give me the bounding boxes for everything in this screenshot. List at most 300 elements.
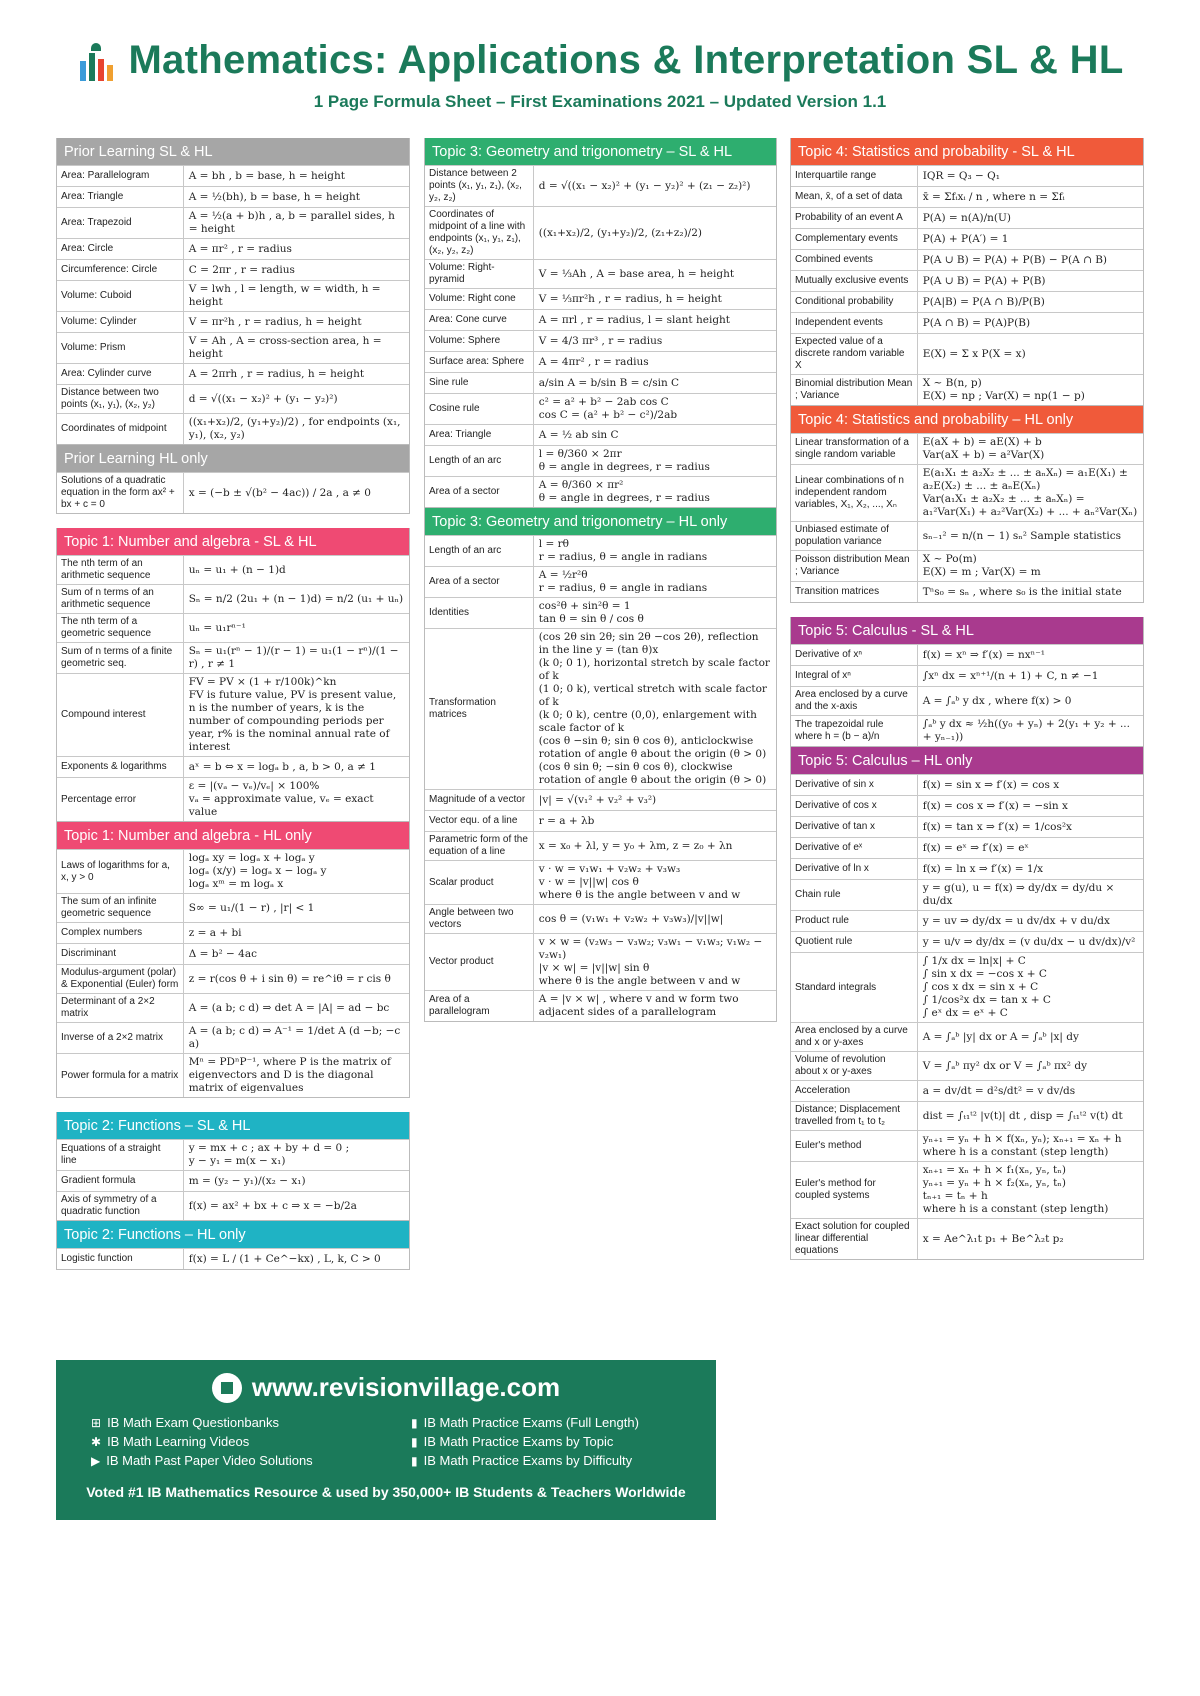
formula-label: Volume: Cylinder <box>57 312 184 332</box>
formula-expression: v · w = v₁w₁ + v₂w₂ + v₃w₃ v · w = |v||w| cos θ where θ is the angle between v and w <box>538 863 741 901</box>
formula-expression: ((x₁+x₂)/2, (y₁+y₂)/2) , for endpoints (x₁, y₁), (x₂, y₂) <box>188 416 401 441</box>
formula-label: Derivative of sin x <box>791 775 918 795</box>
file-icon: ▮ <box>411 1434 418 1449</box>
formula-expression: V = ⅓πr²h , r = radius, h = height <box>538 292 722 305</box>
formula-label: The nth term of an arithmetic sequence <box>57 556 184 584</box>
formula-expression: FV = PV × (1 + r/100k)^kn FV is future value, PV is present value, n is the number of years, k is the number of compounding periods per year, r% is the nominal annual rate of interest <box>188 676 397 753</box>
formula-expression: A = (a b; c d) ⇒ A⁻¹ = 1/det A (d −b; −c a) <box>188 1025 401 1050</box>
formula-label: Area: Cone curve <box>425 310 534 330</box>
formula-expression: A = πrl , r = radius, l = slant height <box>538 313 731 326</box>
formula-section <box>424 138 777 508</box>
formula-row <box>57 893 409 922</box>
promo-link[interactable] <box>91 1415 411 1430</box>
formula-expression: r = a + λb <box>538 814 595 827</box>
formula-row <box>57 943 409 964</box>
formula-label: Volume: Sphere <box>425 331 534 351</box>
formula-expression: A = bh , b = base, h = height <box>188 169 345 182</box>
formula-row <box>791 910 1143 931</box>
formula-row <box>57 964 409 993</box>
formula-row <box>57 1139 409 1170</box>
formula-label: Volume: Right-pyramid <box>425 260 534 288</box>
formula-label: Volume: Cuboid <box>57 281 184 311</box>
formula-row <box>791 931 1143 952</box>
section-header: Prior Learning HL only <box>57 445 409 472</box>
formula-expression: Tⁿs₀ = sₙ , where s₀ is the initial state <box>922 585 1122 598</box>
formula-row <box>425 860 776 904</box>
formula-expression: P(A ∪ B) = P(A) + P(B) <box>922 274 1046 287</box>
formula-row <box>57 756 409 777</box>
formula-expression: f(x) = ax² + bx + c ⇒ x = −b/2a <box>188 1199 357 1212</box>
formula-row <box>425 566 776 597</box>
formula-expression: f(x) = cos x ⇒ f′(x) = −sin x <box>922 799 1068 812</box>
promo-link-text: IB Math Learning Videos <box>107 1434 250 1449</box>
formula-row <box>791 858 1143 879</box>
formula-label: Length of an arc <box>425 446 534 476</box>
formula-expression: sₙ₋₁² = n/(n − 1) sₙ² Sample statistics <box>922 529 1122 542</box>
page-title <box>76 38 1123 83</box>
formula-row <box>791 1161 1143 1218</box>
formula-expression: V = πr²h , r = radius, h = height <box>188 315 362 328</box>
formula-label: Transformation matrices <box>425 629 534 789</box>
formula-label: Equations of a straight line <box>57 1140 184 1170</box>
formula-label: Area enclosed by a curve and the x-axis <box>791 687 918 715</box>
formula-row <box>57 280 409 311</box>
formula-expression: E(X) = Σ x P(X = x) <box>922 347 1026 360</box>
formula-row <box>425 206 776 259</box>
formula-label: Identities <box>425 598 534 628</box>
formula-row <box>791 1022 1143 1051</box>
formula-expression: x = Ae^λ₁t p₁ + Be^λ₂t p₂ <box>922 1232 1064 1245</box>
formula-expression: E(a₁X₁ ± a₂X₂ ± ... ± aₙXₙ) = a₁E(X₁) ± a₂E(X₂) ± ... ± aₙE(Xₙ) Var(a₁X₁ ± a₂X₂ ± ... ± aₙXₙ) = a₁²Var(X₁) + a₂²Var(X₂) + ... + aₙ²Var(Xₙ) <box>922 467 1138 518</box>
formula-row <box>791 715 1143 746</box>
formula-expression: y = mx + c ; ax + by + d = 0 ; y − y₁ = m(x − x₁) <box>188 1142 350 1167</box>
formula-expression: A = |v × w| , where v and w form two adjacent sides of a parallelogram <box>538 993 739 1018</box>
formula-expression: Mⁿ = PDⁿP⁻¹, where P is the matrix of eigenvectors and D is the diagonal matrix of eigenvalues <box>188 1056 391 1094</box>
section-header: Prior Learning SL & HL <box>57 138 409 165</box>
formula-expression: yₙ₊₁ = yₙ + h × f(xₙ, yₙ); xₙ₊₁ = xₙ + h where h is a constant (step length) <box>922 1133 1122 1158</box>
gear-icon: ✱ <box>91 1434 102 1449</box>
formula-expression: A = ∫ₐᵇ |y| dx or A = ∫ₐᵇ |x| dy <box>922 1030 1079 1043</box>
formula-expression: f(x) = L / (1 + Ce^−kx) , L, k, C > 0 <box>188 1252 381 1265</box>
formula-row <box>425 309 776 330</box>
formula-expression: z = r(cos θ + i sin θ) = re^iθ = r cis θ <box>188 972 391 985</box>
formula-label: Area of a sector <box>425 567 534 597</box>
formula-expression: V = lwh , l = length, w = width, h = height <box>188 283 381 308</box>
formula-label: Compound interest <box>57 674 184 756</box>
formula-expression: uₙ = u₁rⁿ⁻¹ <box>188 621 246 634</box>
formula-row <box>425 535 776 566</box>
formula-expression: f(x) = tan x ⇒ f′(x) = 1/cos²x <box>922 820 1072 833</box>
formula-section <box>790 406 1144 603</box>
formula-row <box>791 581 1143 602</box>
section-header: Topic 1: Number and algebra - HL only <box>57 822 409 849</box>
formula-label: Derivative of cos x <box>791 796 918 816</box>
formula-row <box>57 1191 409 1220</box>
formula-expression: (cos 2θ sin 2θ; sin 2θ −cos 2θ), reflection in the line y = (tan θ)x (k 0; 0 1), horizontal stretch by scale factor of k (1 0; 0 k), vertical stretch with scale factor of k (k 0; 0 k), centre (0,0), enlargement with scale factor of k (cos θ −sin θ; sin θ cos θ), anticlockwise rotation of angle θ about the origin (θ > 0) (cos θ sin θ; −sin θ cos θ), clockwise rotation of angle θ about the origin (θ > 0) <box>538 631 770 786</box>
formula-row <box>57 1022 409 1053</box>
formula-row <box>425 351 776 372</box>
formula-expression: V = ⅓Ah , A = base area, h = height <box>538 267 735 280</box>
formula-row <box>791 816 1143 837</box>
formula-expression: x̄ = Σfᵢxᵢ / n , where n = Σfᵢ <box>922 190 1065 203</box>
promo-link[interactable] <box>91 1434 411 1449</box>
formula-label: Area: Triangle <box>425 425 534 445</box>
formula-row <box>57 238 409 259</box>
formula-expression: ε = |(vₐ − vₑ)/vₑ| × 100% vₐ = approximate value, vₑ = exact value <box>188 780 374 818</box>
formula-label: Sine rule <box>425 373 534 393</box>
formula-label: Conditional probability <box>791 292 918 312</box>
formula-expression: E(aX + b) = aE(X) + b Var(aX + b) = a²Var(X) <box>922 436 1045 461</box>
formula-expression: A = πr² , r = radius <box>188 242 292 255</box>
formula-row <box>791 374 1143 405</box>
formula-expression: IQR = Q₃ − Q₁ <box>922 169 1000 182</box>
formula-section <box>790 138 1144 406</box>
section-header: Topic 2: Functions – HL only <box>57 1221 409 1248</box>
formula-label: Distance between 2 points (x₁, y₁, z₁), (x₂, y₂, z₂) <box>425 166 534 206</box>
formula-row <box>57 332 409 363</box>
formula-expression: A = θ/360 × πr² θ = angle in degrees, r = radius <box>538 479 710 504</box>
formula-expression: d = √((x₁ − x₂)² + (y₁ − y₂)² + (z₁ − z₂)²) <box>538 179 751 192</box>
formula-label: Area: Triangle <box>57 187 184 207</box>
formula-expression: uₙ = u₁ + (n − 1)d <box>188 563 286 576</box>
formula-row <box>57 922 409 943</box>
formula-label: Vector product <box>425 934 534 990</box>
formula-label: Exact solution for coupled linear differential equations <box>791 1219 918 1259</box>
formula-label: Derivative of tan x <box>791 817 918 837</box>
formula-label: Modulus-argument (polar) & Exponential (Euler) form <box>57 965 184 993</box>
formula-expression: a/sin A = b/sin B = c/sin C <box>538 376 680 389</box>
vote-text: Voted #1 IB Mathematics Resource & used by 350,000+ IB Students & Teachers Worldwide <box>86 1484 686 1500</box>
formula-label: Area: Trapezoid <box>57 208 184 238</box>
formula-expression: X ~ Po(m) E(X) = m ; Var(X) = m <box>922 553 1041 578</box>
formula-label: Mutually exclusive events <box>791 271 918 291</box>
formula-row <box>791 837 1143 858</box>
formula-row <box>425 789 776 810</box>
promo-link[interactable] <box>411 1415 691 1430</box>
formula-row <box>791 433 1143 464</box>
formula-row <box>425 288 776 309</box>
file-icon: ▮ <box>411 1415 418 1430</box>
formula-row <box>57 1053 409 1097</box>
formula-label: The nth term of a geometric sequence <box>57 614 184 642</box>
formula-row <box>791 1051 1143 1080</box>
formula-label: Volume: Prism <box>57 333 184 363</box>
formula-row <box>425 990 776 1021</box>
formula-label: Derivative of xⁿ <box>791 645 918 665</box>
formula-label: Integral of xⁿ <box>791 666 918 686</box>
formula-row <box>57 777 409 821</box>
formula-label: Binomial distribution Mean ; Variance <box>791 375 918 405</box>
formula-label: Euler's method <box>791 1131 918 1161</box>
formula-expression: V = 4/3 πr³ , r = radius <box>538 334 663 347</box>
formula-expression: Δ = b² − 4ac <box>188 947 257 960</box>
formula-label: Inverse of a 2×2 matrix <box>57 1023 184 1053</box>
formula-section <box>56 528 410 822</box>
formula-expression: y = uv ⇒ dy/dx = u dv/dx + v du/dx <box>922 914 1110 927</box>
formula-label: Coordinates of midpoint <box>57 414 184 444</box>
formula-row <box>57 413 409 444</box>
formula-label: Distance between two points (x₁, y₁), (x₂, y₂) <box>57 385 184 413</box>
formula-label: Length of an arc <box>425 536 534 566</box>
formula-row <box>791 186 1143 207</box>
formula-label: Axis of symmetry of a quadratic function <box>57 1192 184 1220</box>
formula-row <box>57 642 409 673</box>
formula-expression: c² = a² + b² − 2ab cos C cos C = (a² + b² − c²)/2ab <box>538 396 678 421</box>
title-text: Mathematics: Applications & Interpretation SL & HL <box>128 38 1124 82</box>
section-header: Topic 3: Geometry and trigonometry – HL only <box>425 508 776 535</box>
formula-row <box>425 259 776 288</box>
formula-expression: y = g(u), u = f(x) ⇒ dy/dx = dy/du × du/dx <box>922 882 1115 907</box>
formula-row <box>791 270 1143 291</box>
formula-expression: P(A|B) = P(A ∩ B)/P(B) <box>922 295 1045 308</box>
formula-label: Determinant of a 2×2 matrix <box>57 994 184 1022</box>
formula-expression: cos²θ + sin²θ = 1 tan θ = sin θ / cos θ <box>538 600 644 625</box>
formula-row <box>57 673 409 756</box>
formula-expression: l = rθ r = radius, θ = angle in radians <box>538 538 708 563</box>
formula-expression: f(x) = xⁿ ⇒ f′(x) = nxⁿ⁻¹ <box>922 648 1045 661</box>
formula-section <box>56 1221 410 1270</box>
formula-label: Circumference: Circle <box>57 260 184 280</box>
formula-row <box>57 384 409 413</box>
formula-expression: A = ½ ab sin C <box>538 428 619 441</box>
formula-row <box>425 933 776 990</box>
formula-section <box>56 822 410 1098</box>
formula-row <box>425 372 776 393</box>
formula-expression: A = ∫ₐᵇ y dx , where f(x) > 0 <box>922 694 1072 707</box>
formula-expression: d = √((x₁ − x₂)² + (y₁ − y₂)²) <box>188 392 338 405</box>
formula-label: Laws of logarithms for a, x, y > 0 <box>57 850 184 893</box>
formula-label: Area of a parallelogram <box>425 991 534 1021</box>
formula-section <box>56 445 410 514</box>
formula-row <box>57 207 409 238</box>
formula-expression: |v| = √(v₁² + v₂² + v₃²) <box>538 793 657 806</box>
formula-label: Chain rule <box>791 880 918 910</box>
formula-label: Area: Cylinder curve <box>57 364 184 384</box>
formula-label: Parametric form of the equation of a line <box>425 832 534 860</box>
formula-expression: V = ∫ₐᵇ πy² dx or V = ∫ₐᵇ πx² dy <box>922 1059 1088 1072</box>
section-header: Topic 4: Statistics and probability - SL & HL <box>791 138 1143 165</box>
formula-row <box>791 1130 1143 1161</box>
section-header: Topic 5: Calculus – HL only <box>791 747 1143 774</box>
formula-label: Distance; Displacement travelled from t₁ to t₂ <box>791 1102 918 1130</box>
formula-row <box>425 424 776 445</box>
subtitle: 1 Page Formula Sheet – First Examinations 2021 – Updated Version 1.1 <box>313 91 887 111</box>
promo-banner <box>56 1360 716 1520</box>
formula-expression: m = (y₂ − y₁)/(x₂ − x₁) <box>188 1174 306 1187</box>
formula-label: Unbiased estimate of population variance <box>791 522 918 550</box>
formula-row <box>57 186 409 207</box>
formula-section <box>56 138 410 445</box>
formula-label: Poisson distribution Mean ; Variance <box>791 551 918 581</box>
formula-label: Area: Parallelogram <box>57 166 184 186</box>
formula-row <box>425 810 776 831</box>
formula-label: Logistic function <box>57 1249 184 1269</box>
section-header: Topic 3: Geometry and trigonometry – SL & HL <box>425 138 776 165</box>
formula-label: Complementary events <box>791 229 918 249</box>
formula-expression: A = (a b; c d) ⇒ det A = |A| = ad − bc <box>188 1001 390 1014</box>
formula-label: Surface area: Sphere <box>425 352 534 372</box>
formula-label: Expected value of a discrete random variable X <box>791 334 918 374</box>
formula-label: Interquartile range <box>791 166 918 186</box>
formula-label: Quotient rule <box>791 932 918 952</box>
formula-row <box>425 831 776 860</box>
revision-village-logo-icon <box>76 41 116 81</box>
formula-section <box>790 617 1144 747</box>
promo-link-text: IB Math Practice Exams by Difficulty <box>423 1453 633 1468</box>
formula-expression: P(A ∩ B) = P(A)P(B) <box>922 316 1031 329</box>
formula-expression: a = dv/dt = d²s/dt² = v dv/ds <box>922 1084 1076 1097</box>
formula-label: Power formula for a matrix <box>57 1054 184 1097</box>
formula-row <box>57 363 409 384</box>
formula-row <box>791 550 1143 581</box>
formula-row <box>425 165 776 206</box>
formula-expression: f(x) = eˣ ⇒ f′(x) = eˣ <box>922 841 1029 854</box>
section-header: Topic 2: Functions – SL & HL <box>57 1112 409 1139</box>
formula-label: Complex numbers <box>57 923 184 943</box>
formula-expression: A = ½(a + b)h , a, b = parallel sides, h = height <box>188 210 395 235</box>
file-icon: ▮ <box>411 1453 418 1468</box>
formula-expression: A = ½(bh), b = base, h = height <box>188 190 361 203</box>
promo-link-text: IB Math Practice Exams by Topic <box>423 1434 614 1449</box>
formula-expression: A = 2πrh , r = radius, h = height <box>188 367 365 380</box>
formula-expression: dist = ∫ₜ₁ᵗ² |v(t)| dt , disp = ∫ₜ₁ᵗ² v(t) dt <box>922 1109 1123 1122</box>
formula-row <box>791 952 1143 1022</box>
formula-label: Scalar product <box>425 861 534 904</box>
sitemap-icon: ⊞ <box>91 1415 102 1430</box>
formula-label: Coordinates of midpoint of a line with endpoints (x₁, y₁, z₁), (x₂, y₂, z₂) <box>425 207 534 259</box>
formula-label: Sum of n terms of an arithmetic sequence <box>57 585 184 613</box>
formula-expression: V = Ah , A = cross-section area, h = height <box>188 335 382 360</box>
formula-row <box>791 795 1143 816</box>
formula-label: Magnitude of a vector <box>425 790 534 810</box>
formula-row <box>425 628 776 789</box>
formula-expression: logₐ xy = logₐ x + logₐ y logₐ (x/y) = logₐ x − logₐ y logₐ xᵐ = m logₐ x <box>188 852 327 890</box>
formula-row <box>791 774 1143 795</box>
website-link[interactable] <box>56 1372 716 1403</box>
formula-row <box>425 393 776 424</box>
formula-expression: A = 4πr² , r = radius <box>538 355 649 368</box>
promo-links <box>91 1415 691 1468</box>
formula-expression: aˣ = b ⇔ x = logₐ b , a, b > 0, a ≠ 1 <box>188 760 376 773</box>
formula-label: Derivative of eˣ <box>791 838 918 858</box>
header <box>0 38 1200 112</box>
formula-row <box>791 312 1143 333</box>
formula-label: Solutions of a quadratic equation in the form ax² + bx + c = 0 <box>57 473 184 513</box>
formula-row <box>791 1101 1143 1130</box>
formula-expression: cos θ = (v₁w₁ + v₂w₂ + v₃w₃)/|v||w| <box>538 912 724 925</box>
formula-section <box>56 1112 410 1221</box>
formula-row <box>425 597 776 628</box>
formula-row <box>791 644 1143 665</box>
formula-expression: f(x) = ln x ⇒ f′(x) = 1/x <box>922 862 1044 875</box>
formula-label: Linear transformation of a single random variable <box>791 434 918 464</box>
formula-expression: ∫ₐᵇ y dx ≈ ½h((y₀ + yₙ) + 2(y₁ + y₂ + ... + yₙ₋₁)) <box>922 718 1130 743</box>
section-header: Topic 5: Calculus - SL & HL <box>791 617 1143 644</box>
formula-expression: y = u/v ⇒ dy/dx = (v du/dx − u dv/dx)/v² <box>922 935 1136 948</box>
formula-label: Sum of n terms of a finite geometric seq. <box>57 643 184 673</box>
section-header: Topic 1: Number and algebra - SL & HL <box>57 528 409 555</box>
formula-row <box>57 472 409 513</box>
formula-row <box>57 311 409 332</box>
home-icon <box>212 1373 242 1403</box>
formula-label: The sum of an infinite geometric sequence <box>57 894 184 922</box>
column-middle <box>424 138 777 1022</box>
promo-link[interactable] <box>411 1453 691 1468</box>
formula-row <box>791 1218 1143 1259</box>
formula-label: Combined events <box>791 250 918 270</box>
formula-row <box>425 330 776 351</box>
formula-row <box>57 993 409 1022</box>
formula-label: Acceleration <box>791 1081 918 1101</box>
formula-row <box>57 259 409 280</box>
formula-row <box>57 613 409 642</box>
formula-label: Percentage error <box>57 778 184 821</box>
formula-expression: ((x₁+x₂)/2, (y₁+y₂)/2, (z₁+z₂)/2) <box>538 226 702 239</box>
formula-label: Probability of an event A <box>791 208 918 228</box>
formula-label: Product rule <box>791 911 918 931</box>
formula-label: Volume of revolution about x or y-axes <box>791 1052 918 1080</box>
formula-row <box>791 686 1143 715</box>
formula-expression: A = ½r²θ r = radius, θ = angle in radians <box>538 569 708 594</box>
formula-expression: Sₙ = u₁(rⁿ − 1)/(r − 1) = u₁(1 − rⁿ)/(1 − r) , r ≠ 1 <box>188 645 399 670</box>
formula-label: Area enclosed by a curve and x or y-axes <box>791 1023 918 1051</box>
formula-expression: x = (−b ± √(b² − 4ac)) / 2a , a ≠ 0 <box>188 486 371 499</box>
formula-label: Gradient formula <box>57 1171 184 1191</box>
formula-expression: X ~ B(n, p) E(X) = np ; Var(X) = np(1 − p) <box>922 377 1085 402</box>
formula-expression: P(A ∪ B) = P(A) + P(B) − P(A ∩ B) <box>922 253 1108 266</box>
formula-row <box>57 1170 409 1191</box>
formula-row <box>57 165 409 186</box>
formula-label: Euler's method for coupled systems <box>791 1162 918 1218</box>
promo-link[interactable] <box>91 1453 411 1468</box>
formula-label: Area: Circle <box>57 239 184 259</box>
formula-label: Transition matrices <box>791 582 918 602</box>
formula-section <box>424 508 777 1022</box>
formula-expression: l = θ/360 × 2πr θ = angle in degrees, r = radius <box>538 448 710 473</box>
promo-link-text: IB Math Practice Exams (Full Length) <box>423 1415 639 1430</box>
formula-label: The trapezoidal rule where h = (b − a)/n <box>791 716 918 746</box>
formula-row <box>791 333 1143 374</box>
formula-row <box>791 464 1143 521</box>
formula-label: Area of a sector <box>425 477 534 507</box>
formula-expression: ∫xⁿ dx = xⁿ⁺¹/(n + 1) + C, n ≠ −1 <box>922 669 1099 682</box>
play-icon: ▶ <box>91 1453 101 1468</box>
formula-row <box>57 555 409 584</box>
column-left <box>56 138 410 1270</box>
formula-label: Angle between two vectors <box>425 905 534 933</box>
promo-link[interactable] <box>411 1434 691 1449</box>
formula-row <box>791 165 1143 186</box>
formula-expression: v × w = (v₂w₃ − v₃w₂; v₃w₁ − v₁w₃; v₁w₂ − v₂w₁) |v × w| = |v||w| sin θ where θ is the angle between v and w <box>538 936 763 987</box>
promo-link-text: IB Math Past Paper Video Solutions <box>106 1453 313 1468</box>
formula-label: Standard integrals <box>791 953 918 1022</box>
formula-row <box>791 249 1143 270</box>
formula-row <box>425 904 776 933</box>
formula-row <box>791 521 1143 550</box>
formula-label: Vector equ. of a line <box>425 811 534 831</box>
formula-expression: ∫ 1/x dx = ln|x| + C ∫ sin x dx = −cos x + C ∫ cos x dx = sin x + C ∫ 1/cos²x dx = tan x + C ∫ eˣ dx = eˣ + C <box>922 955 1051 1019</box>
formula-expression: xₙ₊₁ = xₙ + h × f₁(xₙ, yₙ, tₙ) yₙ₊₁ = yₙ + h × f₂(xₙ, yₙ, tₙ) tₙ₊₁ = tₙ + h where h is a constant (step length) <box>922 1164 1109 1215</box>
formula-row <box>791 1080 1143 1101</box>
formula-expression: P(A) + P(A′) = 1 <box>922 232 1009 245</box>
formula-expression: x = x₀ + λl, y = y₀ + λm, z = z₀ + λn <box>538 839 733 852</box>
formula-expression: Sₙ = n/2 (2u₁ + (n − 1)d) = n/2 (u₁ + uₙ) <box>188 592 404 605</box>
column-right <box>790 138 1144 1260</box>
formula-label: Mean, x̄, of a set of data <box>791 187 918 207</box>
formula-row <box>791 879 1143 910</box>
formula-row <box>791 207 1143 228</box>
formula-section <box>790 747 1144 1260</box>
